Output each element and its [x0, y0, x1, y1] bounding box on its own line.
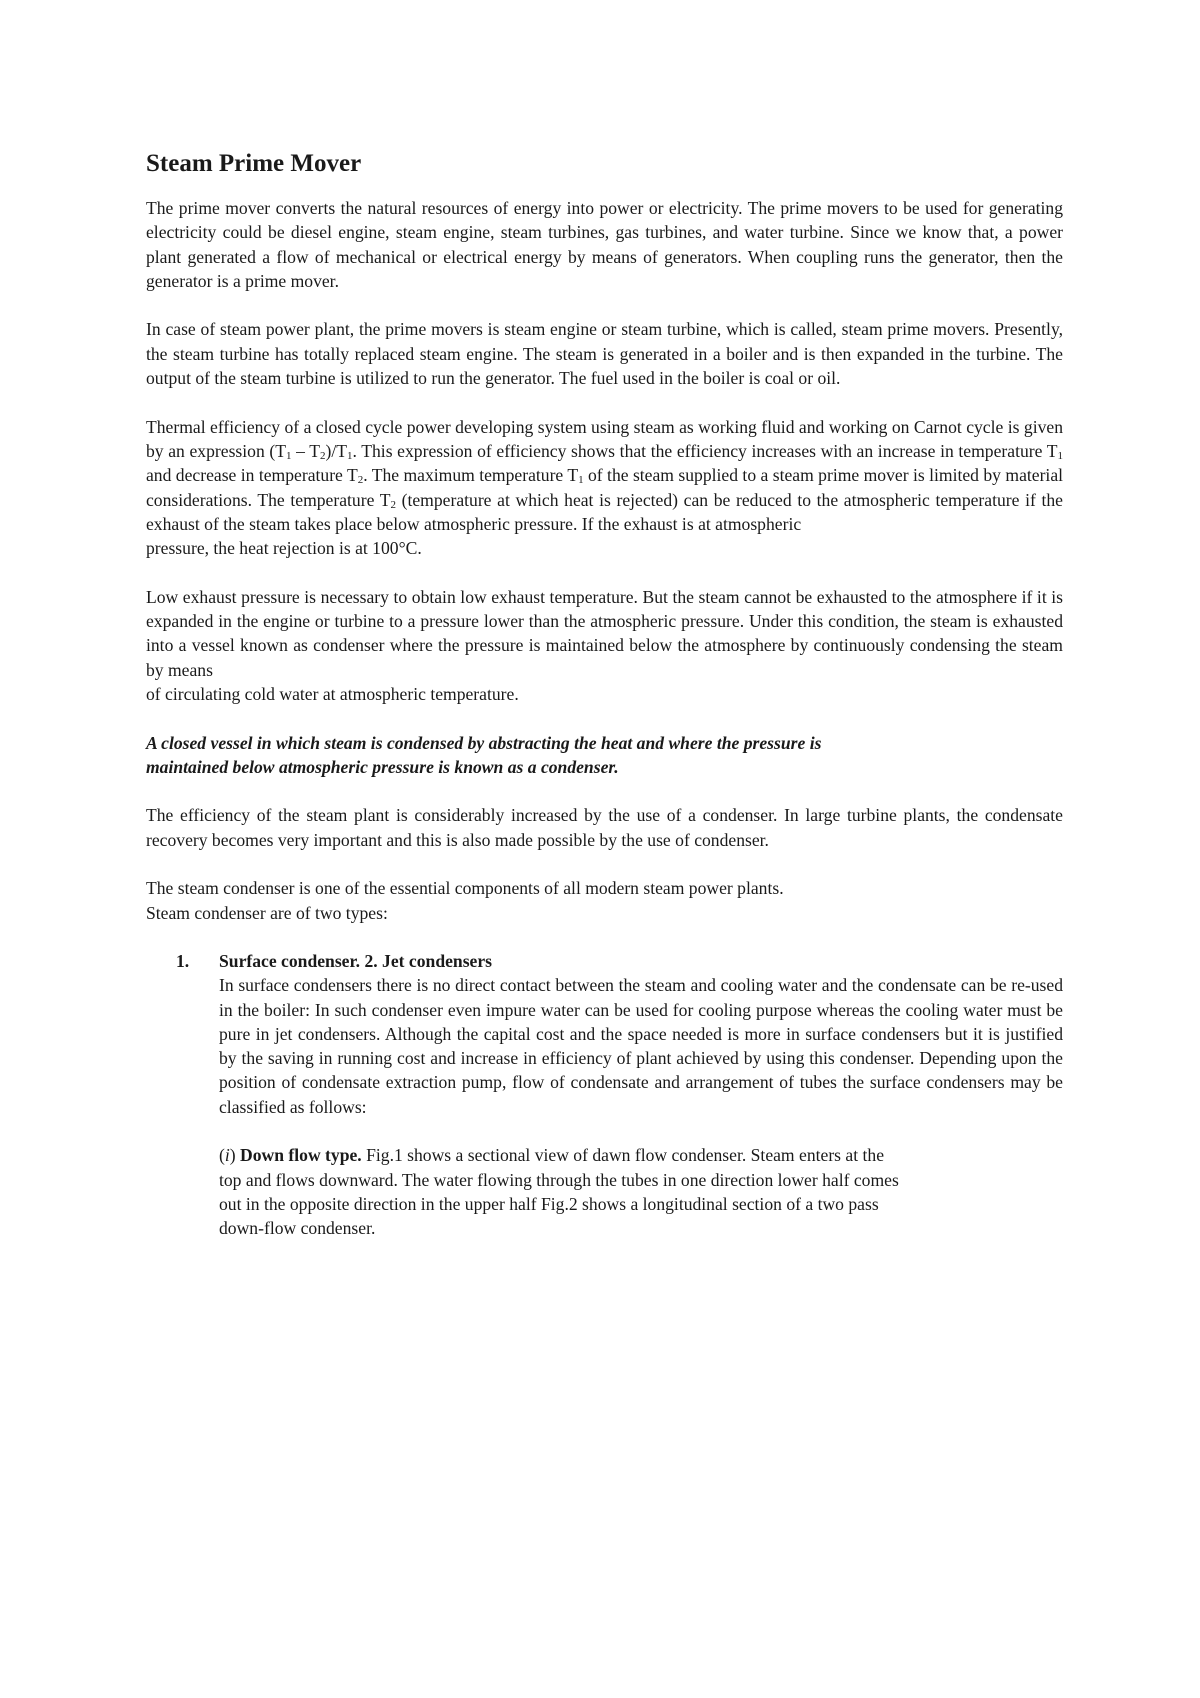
down-flow-line-4: down-flow condenser. — [219, 1218, 376, 1239]
definition-line-1: A closed vessel in which steam is condensed by abstracting the heat and where the pressure is — [146, 732, 822, 753]
thermal-efficiency-last-line: pressure, the heat rejection is at 100°C. — [146, 538, 422, 559]
condenser-list — [146, 949, 1063, 1241]
low-exhaust-last-line: of circulating cold water at atmospheric temperature. — [146, 683, 519, 704]
list-number: 1. — [176, 950, 190, 971]
down-flow-line-3: out in the opposite direction in the upper half Fig.2 shows a longitudinal section of a two pass — [219, 1193, 879, 1214]
down-flow-title: Down flow type. — [240, 1145, 362, 1166]
paragraph-thermal-efficiency — [146, 415, 1063, 561]
down-flow-type — [219, 1143, 1063, 1240]
paragraph-efficiency: The efficiency of the steam plant is considerably increased by the use of a condenser. In large turbine plants, the condensate recovery becomes very important and this is also made possible by the use of condenser. — [146, 805, 1063, 850]
condenser-types-line-2: Steam condenser are of two types: — [146, 902, 388, 923]
surface-condenser-description: In surface condensers there is no direct contact between the steam and cooling water and the condensate can be re-used in the boiler: In such condenser even impure water can be used for cooling purpose whereas the cooling water must be pure in jet condensers. Although the capital cost and the space needed is more in surface condensers but it is justified by the saving in running cost and increase in efficiency of plant achieved by using this condenser. Depending upon the position of condensate extraction pump, flow of condensate and arrangement of tubes the surface condensers may be classified as follows: — [219, 975, 1063, 1117]
paragraph-condenser-types — [146, 876, 1063, 925]
condenser-definition — [146, 731, 1063, 780]
paragraph-low-exhaust — [146, 585, 1063, 706]
paragraph-prime-mover: The prime mover converts the natural resources of energy into power or electricity. The prime movers to be used for generating electricity could be diesel engine, steam engine, steam turbines, gas turbines, and water turbine. Since we know that, a power plant generated a flow of mechanical or electrical energy by means of generators. When coupling runs the generator, then the generator is a prime mover. — [146, 198, 1063, 291]
paragraph-steam-power-plant: In case of steam power plant, the prime movers is steam engine or steam turbine, which is called, steam prime movers. Presently, the steam turbine has totally replaced steam engine. The steam is generated in a boiler and is then expanded in the turbine. The output of the steam turbine is utilized to run the generator. The fuel used in the boiler is coal or oil. — [146, 319, 1063, 389]
down-flow-line-2: top and flows downward. The water flowing through the tubes in one direction lower half comes — [219, 1169, 899, 1190]
thermal-efficiency-text: Thermal efficiency of a closed cycle power developing system using steam as working fluid and working on Carnot cycle is given by an expression (T1 – T2)/T1. This expression of efficiency shows that the efficiency increases with an increase in temperature T1 and decrease in temperature T2. The maximum temperature T1 of the steam supplied to a steam prime mover is limited by material considerations. The temperature T2 (temperature at which heat is rejected) can be reduced to the atmospheric temperature if the exhaust of the steam takes place below atmospheric pressure. If the exhaust is at atmospheric — [146, 416, 1064, 534]
down-flow-line-1: (i) Down flow type. Fig.1 shows a sectional view of dawn flow condenser. Steam enters at the — [219, 1145, 885, 1166]
document-content — [146, 148, 1063, 1240]
list-item-body — [219, 949, 1063, 1241]
list-heading: Surface condenser. 2. Jet condensers — [219, 950, 493, 971]
condenser-types-line-1: The steam condenser is one of the essential components of all modern steam power plants. — [146, 878, 784, 899]
definition-line-2: maintained below atmospheric pressure is known as a condenser. — [146, 756, 619, 777]
sub-label: i — [224, 1145, 230, 1166]
low-exhaust-text: Low exhaust pressure is necessary to obtain low exhaust temperature. But the steam cannot be exhausted to the atmosphere if it is expanded in the engine or turbine to a pressure lower than the atmospheric pressure. Under this condition, the steam is exhausted into a vessel known as condenser where the pressure is maintained below the atmosphere by continuously condensing the steam by means — [146, 586, 1063, 680]
page-title: Steam Prime Mover — [146, 150, 362, 177]
